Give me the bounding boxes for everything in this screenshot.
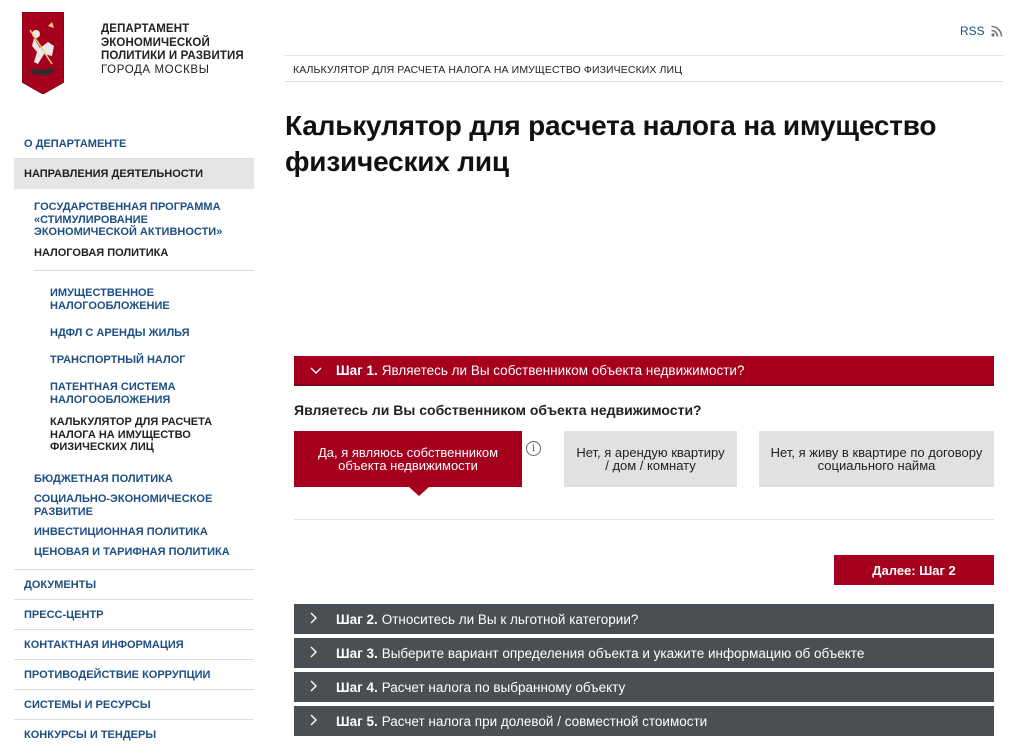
option-owner-button[interactable]: Да, я являюсь собственником объекта недвижимости <box>294 431 522 487</box>
sidebar-item-property-tax[interactable]: ИМУЩЕСТВЕННОЕ НАЛОГООБЛОЖЕНИЕ <box>50 287 170 312</box>
step-3-number: Шаг 3. <box>336 645 378 661</box>
sidebar-item-about[interactable]: О ДЕПАРТАМЕНТЕ <box>24 138 127 150</box>
sidebar-item-systems-resources[interactable]: СИСТЕМЫ И РЕСУРСЫ <box>14 689 254 719</box>
step-2-text: Относитесь ли Вы к льготной категории? <box>381 611 639 627</box>
step-5-header[interactable] <box>294 706 994 736</box>
next-step-button[interactable]: Далее: Шаг 2 <box>834 555 994 585</box>
step-2-number: Шаг 2. <box>336 611 378 627</box>
section-divider <box>294 519 994 520</box>
org-name-line4: ГОРОДА МОСКВЫ <box>101 63 210 76</box>
option-social-rent-button[interactable]: Нет, я живу в квартире по договору социального найма <box>759 431 994 487</box>
breadcrumb-divider-top <box>284 55 1004 56</box>
sidebar-item-transport-tax[interactable]: ТРАНСПОРТНЫЙ НАЛОГ <box>50 354 186 366</box>
chevron-right-icon <box>310 714 324 729</box>
option-tenant-button[interactable]: Нет, я арендую квартиру / дом / комнату <box>564 431 737 487</box>
moscow-coat-of-arms-logo[interactable] <box>22 12 64 94</box>
chevron-down-icon <box>310 363 324 378</box>
sidebar-item-tax-policy[interactable]: НАЛОГОВАЯ ПОЛИТИКА <box>34 247 169 259</box>
chevron-right-icon <box>310 680 324 695</box>
step-2-header[interactable] <box>294 604 994 634</box>
selected-option-pointer <box>409 487 429 496</box>
org-name-line3: ПОЛИТИКИ И РАЗВИТИЯ <box>101 50 244 62</box>
page-title-line1: Калькулятор для расчета налога на имущество <box>285 110 937 141</box>
sidebar-item-program[interactable]: ГОСУДАРСТВЕННАЯ ПРОГРАММА «СТИМУЛИРОВАНИЕ ЭКОНОМИЧЕСКОЙ АКТИВНОСТИ» <box>34 201 223 238</box>
sidebar-item-activities[interactable]: НАПРАВЛЕНИЯ ДЕЯТЕЛЬНОСТИ <box>14 159 254 189</box>
step-3-text: Выберите вариант определения объекта и укажите информацию об объекте <box>381 645 865 661</box>
sidebar-item-ndfl-rent[interactable]: НДФЛ С АРЕНДЫ ЖИЛЬЯ <box>50 327 190 339</box>
page-title-line2: физических лиц <box>285 146 509 177</box>
sidebar-item-tax-calculator[interactable]: КАЛЬКУЛЯТОР ДЛЯ РАСЧЕТА НАЛОГА НА ИМУЩЕСТВО ФИЗИЧЕСКИХ ЛИЦ <box>50 416 213 453</box>
sidebar-divider <box>34 270 254 271</box>
step-5-number: Шаг 5. <box>336 713 378 729</box>
step-1-text: Являетесь ли Вы собственником объекта недвижимости? <box>381 362 745 378</box>
sidebar-item-patent-system[interactable]: ПАТЕНТНАЯ СИСТЕМА НАЛОГООБЛОЖЕНИЯ <box>50 381 176 406</box>
sidebar-item-socio-economic[interactable]: СОЦИАЛЬНО-ЭКОНОМИЧЕСКОЕ РАЗВИТИЕ <box>34 493 213 518</box>
step-4-text: Расчет налога по выбранному объекту <box>381 679 626 695</box>
sidebar-item-press-center[interactable]: ПРЕСС-ЦЕНТР <box>14 599 254 629</box>
sidebar-item-documents[interactable]: ДОКУМЕНТЫ <box>14 569 254 599</box>
step-4-number: Шаг 4. <box>336 679 378 695</box>
step-1-header[interactable] <box>294 356 994 386</box>
sidebar-item-tenders[interactable]: КОНКУРСЫ И ТЕНДЕРЫ <box>14 719 254 749</box>
sidebar-item-budget-policy[interactable]: БЮДЖЕТНАЯ ПОЛИТИКА <box>34 473 173 485</box>
org-name-line1: ДЕПАРТАМЕНТ <box>101 23 190 35</box>
rss-icon <box>991 25 1003 37</box>
sidebar-item-anti-corruption[interactable]: ПРОТИВОДЕЙСТВИЕ КОРРУПЦИИ <box>14 659 254 689</box>
sidebar-item-investment-policy[interactable]: ИНВЕСТИЦИОННАЯ ПОЛИТИКА <box>34 526 208 538</box>
step-4-header[interactable] <box>294 672 994 702</box>
step-5-text: Расчет налога при долевой / совместной стоимости <box>381 713 708 729</box>
step-3-header[interactable] <box>294 638 994 668</box>
sidebar-item-price-tariff-policy[interactable]: ЦЕНОВАЯ И ТАРИФНАЯ ПОЛИТИКА <box>34 546 230 558</box>
organization-name[interactable] <box>101 23 261 77</box>
breadcrumb[interactable]: КАЛЬКУЛЯТОР ДЛЯ РАСЧЕТА НАЛОГА НА ИМУЩЕСТВО ФИЗИЧЕСКИХ ЛИЦ <box>293 64 683 76</box>
sidebar-item-contacts[interactable]: КОНТАКТНАЯ ИНФОРМАЦИЯ <box>14 629 254 659</box>
chevron-right-icon <box>310 612 324 627</box>
breadcrumb-divider-bottom <box>284 81 1004 82</box>
chevron-right-icon <box>310 646 324 661</box>
rss-link[interactable] <box>960 24 1003 38</box>
step-1-question: Являетесь ли Вы собственником объекта недвижимости? <box>294 402 702 418</box>
step-1-number: Шаг 1. <box>336 362 378 378</box>
info-icon[interactable]: i <box>526 441 541 456</box>
page-title <box>285 108 1005 180</box>
rss-label: RSS <box>960 24 985 38</box>
org-name-line2: ЭКОНОМИЧЕСКОЙ <box>101 36 210 49</box>
